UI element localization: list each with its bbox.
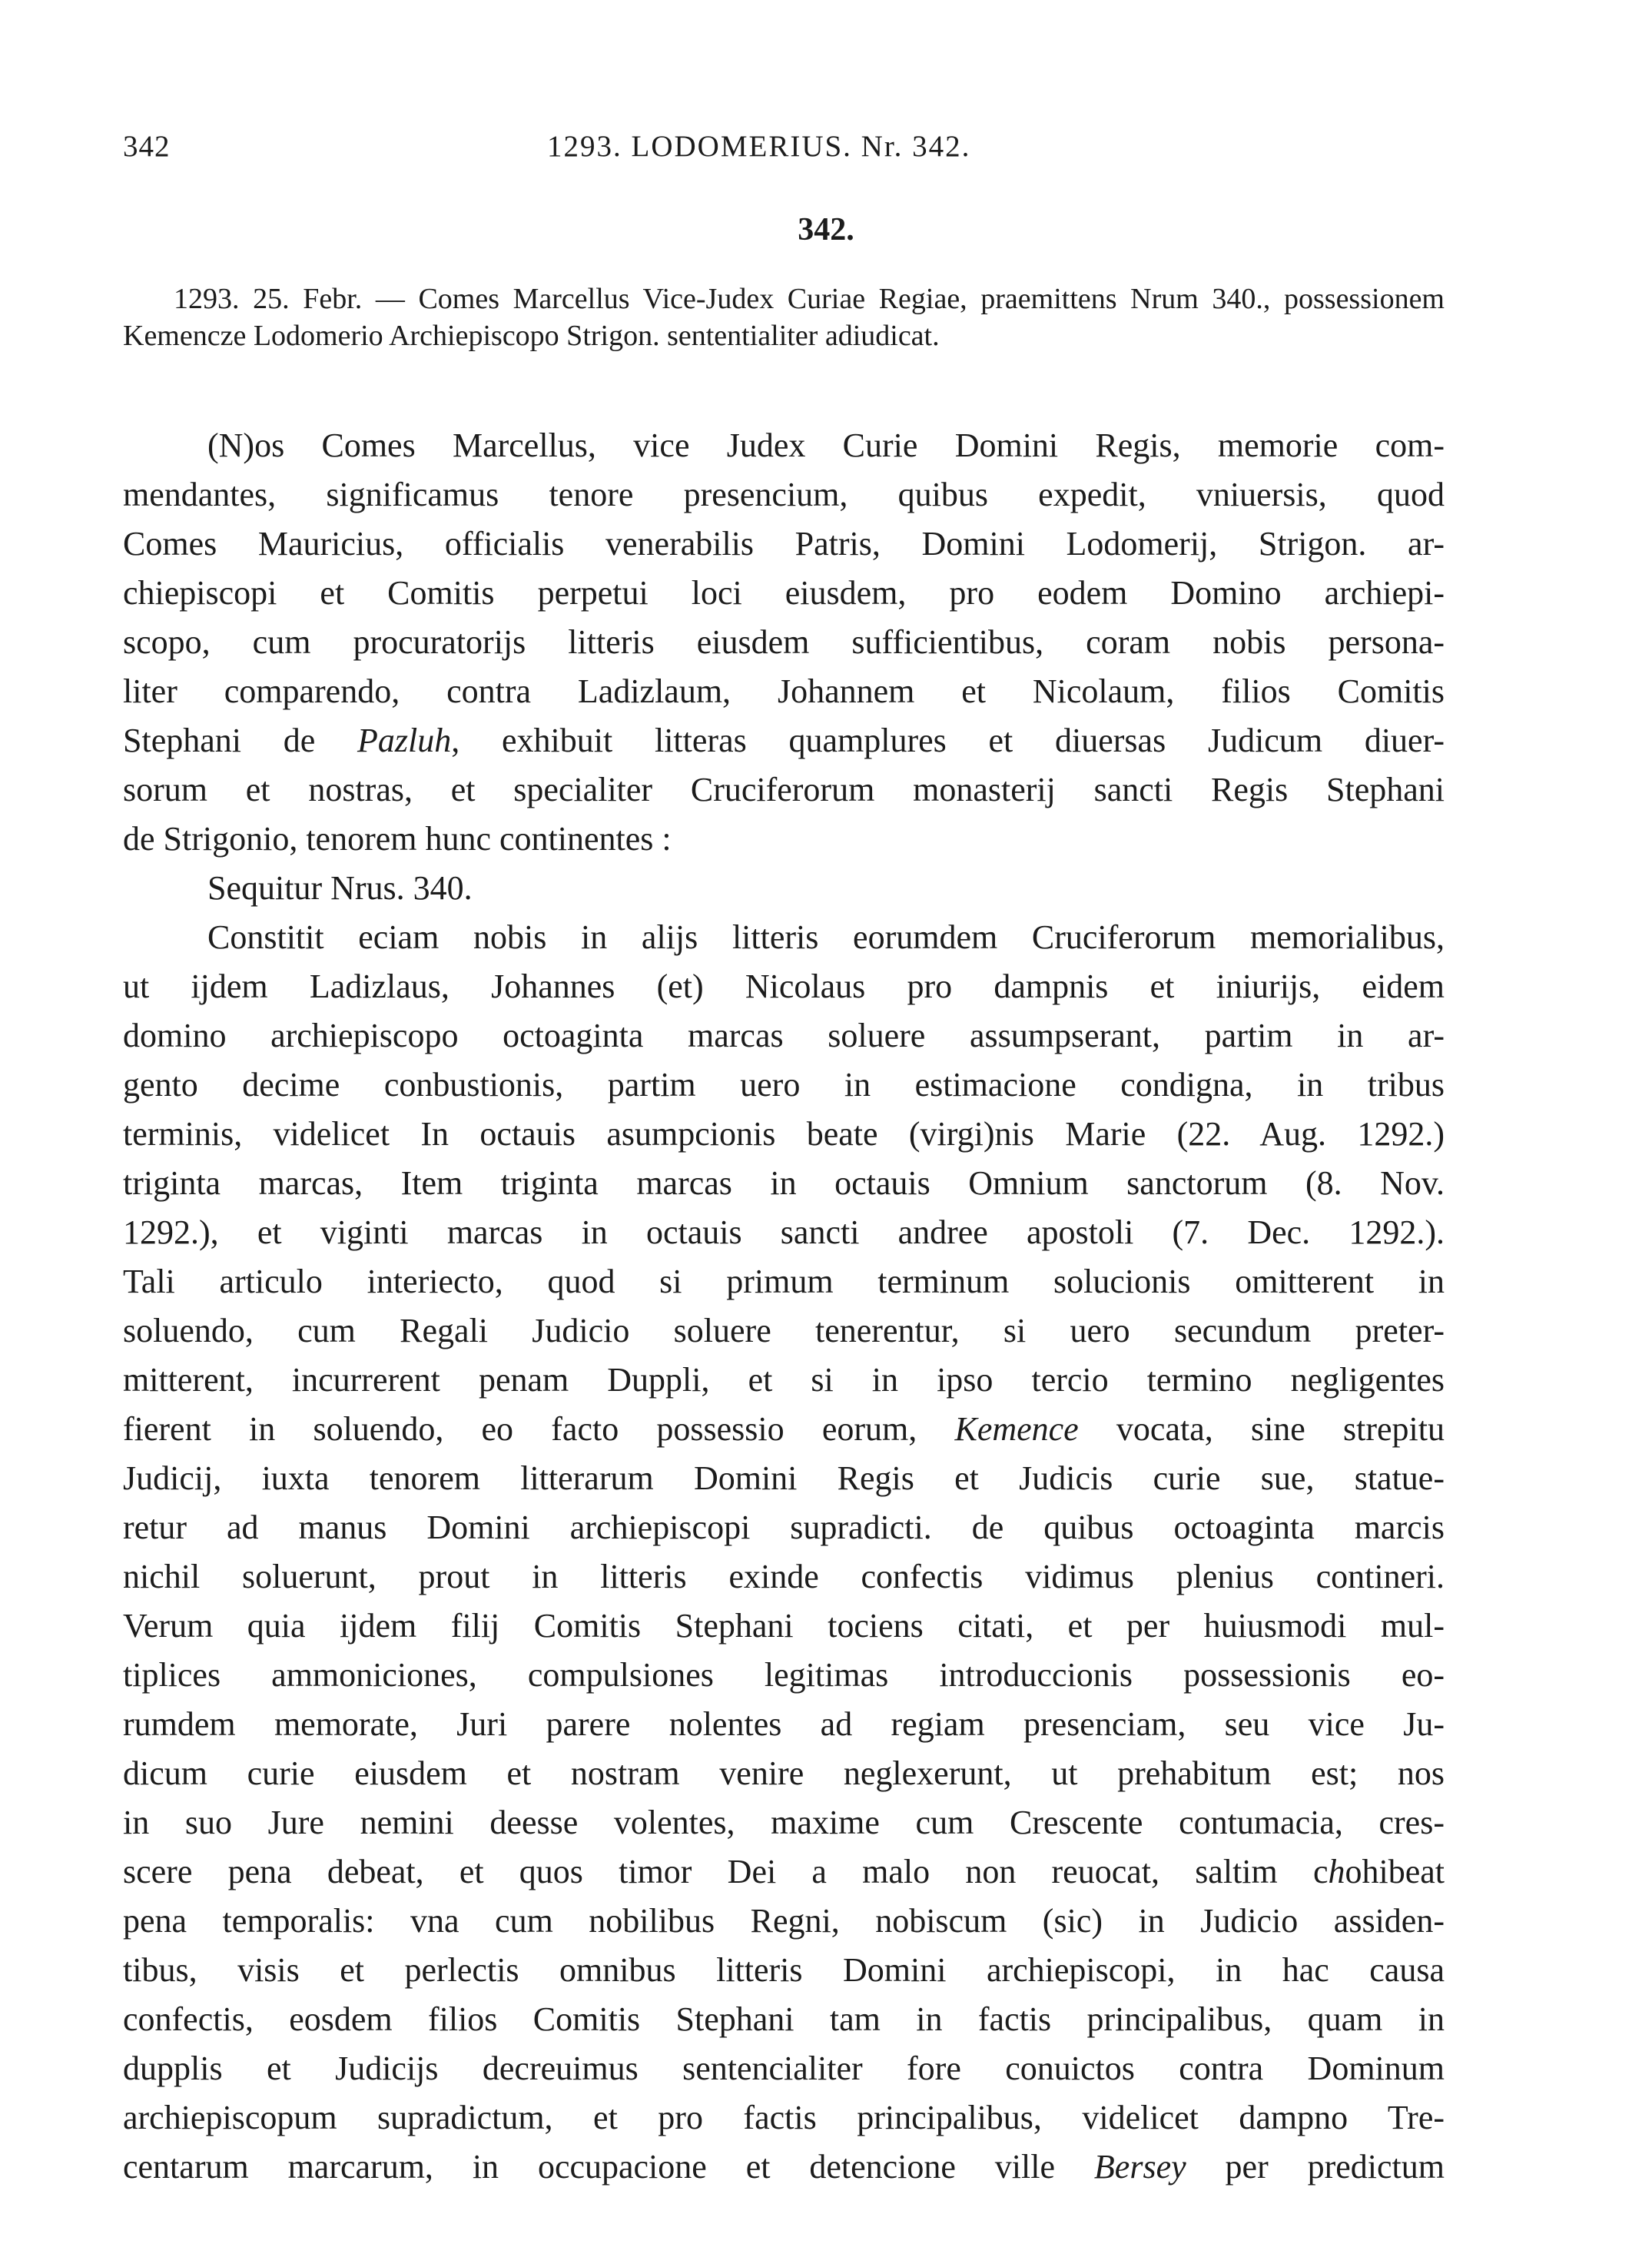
body-line: Tali articulo interiecto, quod si primum terminum solucionis omitterent in [123, 1263, 1445, 1300]
body-fragment: per predictum [1186, 2148, 1445, 2186]
page-number: 342 [123, 130, 171, 163]
body-line: soluendo, cum Regali Judicio soluere tenerentur, si uero secundum preter- [123, 1312, 1445, 1349]
body-line: Judicij, iuxta tenorem litterarum Domini Regis et Judicis curie sue, statue- [123, 1459, 1445, 1497]
body-line: Constitit eciam nobis in alijs litteris eorumdem Cruciferorum memorialibus, [207, 918, 1445, 956]
body-line: mitterent, incurrerent penam Duppli, et si in ipso tercio termino negligentes [123, 1361, 1445, 1399]
body-line: dupplis et Judicijs decreuimus sentencialiter fore conuictos contra Dominum [123, 2050, 1445, 2087]
body-fragment: ohibeat [1345, 1853, 1445, 1890]
body-line: retur ad manus Domini archiepiscopi supradicti. de quibus octoaginta marcis [123, 1509, 1445, 1546]
body-line: dicum curie eiusdem et nostram venire neglexerunt, ut prehabitum est; nos [123, 1754, 1445, 1792]
place-name-italic: Bersey [1093, 2148, 1186, 2186]
running-header [123, 129, 1445, 175]
body-line: scopo, cum procuratorijs litteris eiusdem sufficientibus, coram nobis persona- [123, 623, 1445, 661]
running-title: 1293. LODOMERIUS. Nr. 342. [547, 130, 971, 163]
place-name-italic: Kemence [954, 1410, 1079, 1448]
body-line [123, 716, 1445, 765]
body-line: 1292.), et viginti marcas in octauis sancti andree apostoli (7. Dec. 1292.). [123, 1213, 1445, 1251]
body-line: de Strigonio, tenorem hunc continentes : [123, 820, 672, 858]
body-fragment: , exhibuit litteras quamplures et diuersas Judicum diuer- [451, 722, 1445, 759]
body-line: sorum et nostras, et specialiter Cruciferorum monasterij sancti Regis Stephani [123, 771, 1445, 808]
body-line: Comes Mauricius, officialis venerabilis Patris, Domini Lodomerij, Strigon. ar- [123, 525, 1445, 563]
body-line: liter comparendo, contra Ladizlaum, Johannem et Nicolaum, filios Comitis [123, 672, 1445, 710]
body-line: tiplices ammoniciones, compulsiones legitimas introduccionis possessionis eo- [123, 1656, 1445, 1694]
body-line: gento decime conbustionis, partim uero in estimacione condigna, in tribus [123, 1066, 1445, 1104]
body-line: ut ijdem Ladizlaus, Johannes (et) Nicolaus pro dampnis et iniurijs, eidem [123, 968, 1445, 1005]
body-fragment: vocata, sine strepitu [1078, 1410, 1445, 1448]
body-line: Sequitur Nrus. 340. [207, 869, 473, 907]
body-line: archiepiscopum supradictum, et pro factis principalibus, videlicet dampno Tre- [123, 2099, 1445, 2136]
place-name-italic: Pazluh [357, 722, 452, 759]
body-line: Verum quia ijdem filij Comitis Stephani tociens citati, et per huiusmodi mul- [123, 1607, 1445, 1645]
body-line: (N)os Comes Marcellus, vice Judex Curie Domini Regis, memorie com- [207, 427, 1445, 464]
body-line: chiepiscopi et Comitis perpetui loci eiusdem, pro eodem Domino archiepi- [123, 574, 1445, 612]
body-line: confectis, eosdem filios Comitis Stephani tam in factis principalibus, quam in [123, 2000, 1445, 2038]
body-line: mendantes, significamus tenore presencium, quibus expedit, vniuersis, quod [123, 476, 1445, 513]
body-line: terminis, videlicet In octauis asumpcionis beate (virgi)nis Marie (22. Aug. 1292.) [123, 1115, 1445, 1153]
document-body [123, 421, 1445, 2192]
document-regest: 1293. 25. Febr. — Comes Marcellus Vice-Judex Curiae Regiae, praemittens Nrum 340., possessionem Kemencze Lodomerio Archiepiscopo Strigon. sententialiter adiudicat. [123, 283, 1445, 352]
body-line: in suo Jure nemini deesse volentes, maxime cum Crescente contumacia, cres- [123, 1804, 1445, 1841]
body-line: domino archiepiscopo octoaginta marcas soluere assumpserant, partim in ar- [123, 1017, 1445, 1054]
document-number: 342. [798, 212, 854, 247]
body-line: pena temporalis: vna cum nobilibus Regni, nobiscum (sic) in Judicio assiden- [123, 1902, 1445, 1940]
body-line: nichil soluerunt, prout in litteris exinde confectis vidimus plenius contineri. [123, 1558, 1445, 1595]
body-fragment: fierent in soluendo, eo facto possessio eorum, [123, 1410, 955, 1448]
body-line [123, 2143, 1445, 2192]
body-line [123, 1405, 1445, 1454]
body-line: rumdem memorate, Juri parere nolentes ad regiam presenciam, seu vice Ju- [123, 1705, 1445, 1743]
editorial-italic-letter: h [1328, 1853, 1345, 1890]
body-fragment: scere pena debeat, et quos timor Dei a malo non reuocat, saltim c [123, 1853, 1329, 1890]
body-line: triginta marcas, Item triginta marcas in octauis Omnium sanctorum (8. Nov. [123, 1164, 1445, 1202]
body-fragment: Stephani de [123, 722, 358, 759]
body-line: tibus, visis et perlectis omnibus litteris Domini archiepiscopi, in hac causa [123, 1951, 1445, 1989]
body-fragment: centarum marcarum, in occupacione et detencione ville [123, 2148, 1094, 2186]
body-line [123, 1847, 1445, 1897]
